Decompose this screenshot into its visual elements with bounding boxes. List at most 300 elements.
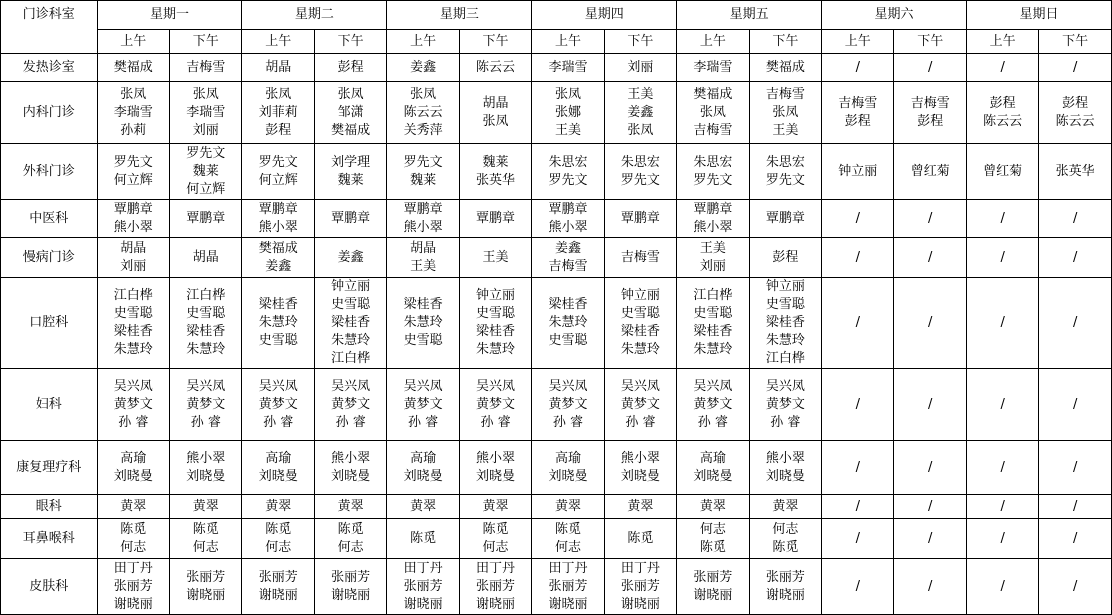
doctor-name: 彭程 <box>1062 95 1089 111</box>
doctor-name: / <box>1000 396 1005 412</box>
doctor-name: 朱慧玲 <box>186 342 226 357</box>
doctor-name: / <box>1000 498 1005 514</box>
doctor-name: 覃鹏章 <box>548 201 588 217</box>
doctor-name: 张丽芳 <box>620 578 660 594</box>
schedule-cell <box>170 278 242 369</box>
doctor-name: 孙 睿 <box>190 414 221 430</box>
doctor-name: / <box>1000 530 1005 546</box>
schedule-cell <box>242 278 314 369</box>
doctor-name: 钟立丽 <box>765 279 805 294</box>
doctor-name: 张英华 <box>1055 163 1095 179</box>
doctor-name: 罗先文 <box>186 145 226 161</box>
doctor-name: 吉梅雪 <box>548 258 588 274</box>
doctor-name: 孙 睿 <box>625 414 656 430</box>
doctor-name: 覃鹏章 <box>476 210 516 226</box>
day-header-wed: 星期三 <box>387 1 532 30</box>
doctor-name: 张丽芳 <box>765 569 805 585</box>
doctor-name: 刘晓曼 <box>186 468 226 484</box>
doctor-name: 梁桂香 <box>620 324 660 339</box>
dept-name: 眼科 <box>1 495 98 519</box>
schedule-cell <box>314 369 386 441</box>
doctor-name: 熊小翠 <box>765 450 805 466</box>
doctor-name: 胡晶 <box>192 249 219 265</box>
doctor-name: / <box>1072 210 1078 226</box>
doctor-name: 陈觅 <box>120 521 147 537</box>
period-header-am: 上午 <box>822 30 894 54</box>
schedule-cell <box>822 441 894 495</box>
doctor-name: 胡晶 <box>410 240 437 256</box>
schedule-cell <box>532 200 604 238</box>
doctor-name: 黄翠 <box>192 498 219 514</box>
doctor-name: 罗先文 <box>258 154 298 170</box>
doctor-name: 刘学理 <box>331 154 371 170</box>
schedule-cell <box>170 369 242 441</box>
doctor-name: 曾红菊 <box>910 163 950 179</box>
doctor-name: 吴兴凤 <box>765 378 805 394</box>
schedule-cell <box>242 54 314 82</box>
doctor-name: 钟立丽 <box>331 279 371 294</box>
doctor-name: 高瑜 <box>410 450 437 466</box>
day-header-sat: 星期六 <box>822 1 967 30</box>
doctor-name: 黄翠 <box>772 498 799 514</box>
doctor-name: 刘晓曼 <box>113 468 153 484</box>
doctor-name: 曾红菊 <box>983 163 1023 179</box>
doctor-name: / <box>928 498 933 514</box>
schedule-cell <box>387 441 459 495</box>
schedule-cell <box>387 238 459 278</box>
doctor-name: 史雪聪 <box>476 306 516 321</box>
dept-name: 妇科 <box>1 369 98 441</box>
doctor-name: 魏莱 <box>482 154 509 170</box>
schedule-cell <box>604 144 676 200</box>
doctor-name: / <box>855 59 860 75</box>
doctor-name: 孙莉 <box>120 122 147 138</box>
schedule-cell <box>170 519 242 559</box>
doctor-name: 吴兴凤 <box>331 378 371 394</box>
doctor-name: / <box>1072 459 1078 475</box>
schedule-cell <box>677 519 749 559</box>
schedule-cell <box>604 54 676 82</box>
doctor-name: 朱思宏 <box>765 154 805 170</box>
doctor-name: / <box>928 59 933 75</box>
schedule-cell <box>242 495 314 519</box>
doctor-name: / <box>855 530 860 546</box>
doctor-name: 江白桦 <box>331 351 371 366</box>
doctor-name: 张娜 <box>554 104 581 120</box>
table-row <box>1 54 1112 82</box>
schedule-cell <box>677 82 749 144</box>
doctor-name: 黄梦文 <box>403 396 443 412</box>
doctor-name: 刘晓曼 <box>476 468 516 484</box>
doctor-name: 谢晓丽 <box>476 596 516 612</box>
schedule-cell <box>677 238 749 278</box>
schedule-cell <box>966 278 1038 369</box>
schedule-cell <box>97 559 169 615</box>
doctor-name: 田丁丹 <box>620 560 660 576</box>
doctor-name: / <box>1000 59 1005 75</box>
doctor-name: 钟立丽 <box>620 288 660 303</box>
doctor-name: 田丁丹 <box>113 560 153 576</box>
doctor-name: 梁桂香 <box>548 297 588 312</box>
doctor-name: 刘晓曼 <box>765 468 805 484</box>
schedule-cell <box>966 144 1038 200</box>
schedule-cell <box>314 278 386 369</box>
schedule-cell <box>242 82 314 144</box>
doctor-name: 吴兴凤 <box>693 378 733 394</box>
doctor-name: 陈觅 <box>265 521 292 537</box>
schedule-cell <box>1039 82 1112 144</box>
doctor-name: 孙 睿 <box>480 414 511 430</box>
doctor-name: 樊福成 <box>331 122 371 138</box>
dept-name: 外科门诊 <box>1 144 98 200</box>
doctor-name: 刘晓曼 <box>693 468 733 484</box>
schedule-cell <box>966 559 1038 615</box>
doctor-name: 谢晓丽 <box>693 587 733 603</box>
doctor-name: / <box>1000 210 1005 226</box>
doctor-name: 朱慧玲 <box>693 342 733 357</box>
doctor-name: 梁桂香 <box>765 315 805 330</box>
schedule-cell <box>966 238 1038 278</box>
schedule-cell <box>822 559 894 615</box>
day-header-thu: 星期四 <box>532 1 677 30</box>
doctor-name: 何志 <box>120 539 147 555</box>
doctor-name: 吉梅雪 <box>620 249 660 265</box>
schedule-cell <box>97 54 169 82</box>
table-row <box>1 278 1112 369</box>
schedule-cell <box>604 369 676 441</box>
doctor-name: 史雪聪 <box>693 306 733 321</box>
doctor-name: 张凤 <box>554 86 581 102</box>
doctor-name: 史雪聪 <box>765 297 805 312</box>
schedule-cell <box>532 441 604 495</box>
schedule-cell <box>314 519 386 559</box>
schedule-cell <box>387 495 459 519</box>
doctor-name: 熊小翠 <box>620 450 660 466</box>
doctor-name: / <box>928 396 933 412</box>
table-row <box>1 144 1112 200</box>
doctor-name: / <box>855 459 860 475</box>
schedule-cell <box>314 559 386 615</box>
dept-name: 皮肤科 <box>1 559 98 615</box>
doctor-name: 刘丽 <box>120 258 147 274</box>
doctor-name: 何志 <box>482 539 509 555</box>
doctor-name: 罗先文 <box>403 154 443 170</box>
schedule-cell <box>314 200 386 238</box>
doctor-name: 史雪聪 <box>258 333 298 348</box>
doctor-name: 谢晓丽 <box>620 596 660 612</box>
doctor-name: 梁桂香 <box>113 324 153 339</box>
doctor-name: 魏莱 <box>410 172 437 188</box>
doctor-name: 谢晓丽 <box>258 587 298 603</box>
schedule-cell <box>677 54 749 82</box>
dept-name: 慢病门诊 <box>1 238 98 278</box>
doctor-name: 熊小翠 <box>331 450 371 466</box>
doctor-name: 钟立丽 <box>838 163 878 179</box>
doctor-name: 高瑜 <box>120 450 147 466</box>
day-header-fri: 星期五 <box>677 1 822 30</box>
schedule-cell <box>97 82 169 144</box>
doctor-name: 樊福成 <box>113 59 153 75</box>
schedule-cell <box>677 369 749 441</box>
schedule-cell <box>677 278 749 369</box>
period-header-am: 上午 <box>532 30 604 54</box>
schedule-cell <box>822 82 894 144</box>
schedule-cell <box>894 200 966 238</box>
doctor-name: 覃鹏章 <box>693 201 733 217</box>
period-header-pm: 下午 <box>170 30 242 54</box>
schedule-cell <box>532 519 604 559</box>
schedule-cell <box>314 54 386 82</box>
schedule-cell <box>387 559 459 615</box>
doctor-name: 田丁丹 <box>548 560 588 576</box>
schedule-cell <box>170 54 242 82</box>
schedule-cell <box>387 519 459 559</box>
doctor-name: 朱慧玲 <box>765 333 805 348</box>
period-header-pm: 下午 <box>459 30 531 54</box>
doctor-name: 张英华 <box>476 172 516 188</box>
schedule-cell <box>1039 369 1112 441</box>
schedule-cell <box>387 200 459 238</box>
doctor-name: 刘菲莉 <box>258 104 298 120</box>
doctor-name: 胡晶 <box>265 59 292 75</box>
period-header-am: 上午 <box>387 30 459 54</box>
schedule-cell <box>749 82 821 144</box>
doctor-name: 熊小翠 <box>403 219 443 235</box>
doctor-name: 刘晓曼 <box>258 468 298 484</box>
doctor-name: 黄梦文 <box>331 396 371 412</box>
doctor-name: 刘晓曼 <box>331 468 371 484</box>
doctor-name: 史雪聪 <box>620 306 660 321</box>
schedule-cell <box>532 369 604 441</box>
schedule-cell <box>604 238 676 278</box>
table-row <box>1 238 1112 278</box>
doctor-name: 黄翠 <box>337 498 364 514</box>
schedule-cell <box>242 238 314 278</box>
schedule-cell <box>894 495 966 519</box>
schedule-cell <box>894 441 966 495</box>
doctor-name: 张丽芳 <box>476 578 516 594</box>
dept-name: 发热诊室 <box>1 54 98 82</box>
period-header-am: 上午 <box>242 30 314 54</box>
doctor-name: 吉梅雪 <box>186 59 226 75</box>
doctor-name: 陈云云 <box>403 104 443 120</box>
schedule-cell <box>459 495 531 519</box>
doctor-name: 谢晓丽 <box>186 587 226 603</box>
doctor-name: 朱慧玲 <box>548 315 588 330</box>
doctor-name: 江白桦 <box>113 288 153 303</box>
schedule-cell <box>459 54 531 82</box>
doctor-name: 黄翠 <box>627 498 654 514</box>
doctor-name: 陈云云 <box>476 59 516 75</box>
doctor-name: 张凤 <box>337 86 364 102</box>
schedule-cell <box>387 369 459 441</box>
doctor-name: 黄翠 <box>699 498 726 514</box>
period-header-pm: 下午 <box>894 30 966 54</box>
doctor-name: / <box>1000 249 1005 265</box>
doctor-name: 陈觅 <box>337 521 364 537</box>
doctor-name: 何志 <box>192 539 219 555</box>
doctor-name: 谢晓丽 <box>113 596 153 612</box>
doctor-name: 孙 睿 <box>263 414 294 430</box>
period-header-pm: 下午 <box>604 30 676 54</box>
schedule-cell <box>97 278 169 369</box>
schedule-cell <box>459 441 531 495</box>
schedule-cell <box>749 144 821 200</box>
period-header-pm: 下午 <box>314 30 386 54</box>
doctor-name: 覃鹏章 <box>620 210 660 226</box>
doctor-name: 梁桂香 <box>476 324 516 339</box>
schedule-cell <box>1039 200 1112 238</box>
doctor-name: 黄梦文 <box>258 396 298 412</box>
schedule-cell <box>822 278 894 369</box>
schedule-cell <box>822 144 894 200</box>
doctor-name: 高瑜 <box>265 450 292 466</box>
schedule-cell <box>97 369 169 441</box>
schedule-cell <box>1039 144 1112 200</box>
doctor-name: / <box>855 210 860 226</box>
day-header-tue: 星期二 <box>242 1 387 30</box>
doctor-name: / <box>928 210 933 226</box>
doctor-name: 张凤 <box>120 86 147 102</box>
doctor-name: / <box>928 315 933 330</box>
doctor-name: 罗先文 <box>620 172 660 188</box>
doctor-name: 朱思宏 <box>548 154 588 170</box>
schedule-cell <box>170 495 242 519</box>
schedule-cell <box>966 82 1038 144</box>
doctor-name: 魏莱 <box>192 163 219 179</box>
doctor-name: 黄梦文 <box>620 396 660 412</box>
schedule-cell <box>387 278 459 369</box>
schedule-cell <box>459 559 531 615</box>
doctor-name: 江白桦 <box>765 351 805 366</box>
doctor-name: 张凤 <box>772 104 799 120</box>
doctor-name: 高瑜 <box>699 450 726 466</box>
schedule-cell <box>966 441 1038 495</box>
schedule-cell <box>532 144 604 200</box>
doctor-name: 刘晓曼 <box>403 468 443 484</box>
doctor-name: 樊福成 <box>258 240 298 256</box>
doctor-name: 梁桂香 <box>693 324 733 339</box>
schedule-cell <box>677 495 749 519</box>
table-row <box>1 200 1112 238</box>
schedule-cell <box>894 559 966 615</box>
doctor-name: 吴兴凤 <box>403 378 443 394</box>
doctor-name: 姜鑫 <box>554 240 581 256</box>
schedule-cell <box>314 441 386 495</box>
doctor-name: 彭程 <box>989 95 1016 111</box>
schedule-cell <box>170 200 242 238</box>
doctor-name: 覃鹏章 <box>258 201 298 217</box>
doctor-name: 刘丽 <box>192 122 219 138</box>
schedule-cell <box>532 82 604 144</box>
doctor-name: 张丽芳 <box>258 569 298 585</box>
doctor-name: 张凤 <box>482 113 509 129</box>
schedule-cell <box>749 519 821 559</box>
doctor-name: 李瑞雪 <box>693 59 733 75</box>
dept-name: 内科门诊 <box>1 82 98 144</box>
schedule-cell <box>749 369 821 441</box>
schedule-cell <box>604 495 676 519</box>
doctor-name: / <box>855 315 860 330</box>
schedule-cell <box>1039 54 1112 82</box>
doctor-name: 朱思宏 <box>620 154 660 170</box>
doctor-name: 梁桂香 <box>186 324 226 339</box>
doctor-name: 姜鑫 <box>337 249 364 265</box>
doctor-name: 覃鹏章 <box>186 210 226 226</box>
doctor-name: 樊福成 <box>693 86 733 102</box>
doctor-name: 刘丽 <box>699 258 726 274</box>
doctor-name: 谢晓丽 <box>765 587 805 603</box>
schedule-cell <box>894 144 966 200</box>
doctor-name: 吉梅雪 <box>693 122 733 138</box>
doctor-name: 张凤 <box>410 86 437 102</box>
doctor-name: 孙 睿 <box>770 414 801 430</box>
schedule-cell <box>894 519 966 559</box>
schedule-cell <box>459 82 531 144</box>
doctor-name: / <box>855 498 860 514</box>
doctor-name: 何志 <box>772 521 799 537</box>
schedule-cell <box>966 200 1038 238</box>
doctor-name: 覃鹏章 <box>765 210 805 226</box>
schedule-cell <box>170 441 242 495</box>
doctor-name: 姜鑫 <box>265 258 292 274</box>
doctor-name: 高瑜 <box>554 450 581 466</box>
doctor-name: 谢晓丽 <box>548 596 588 612</box>
doctor-name: 钟立丽 <box>476 288 516 303</box>
schedule-cell <box>894 278 966 369</box>
doctor-name: 陈觅 <box>699 539 726 555</box>
schedule-cell <box>1039 559 1112 615</box>
schedule-cell <box>894 369 966 441</box>
schedule-cell <box>532 278 604 369</box>
schedule-cell <box>604 200 676 238</box>
schedule-cell <box>459 238 531 278</box>
schedule-cell <box>459 278 531 369</box>
doctor-name: 谢晓丽 <box>403 596 443 612</box>
doctor-name: 梁桂香 <box>331 315 371 330</box>
schedule-cell <box>242 519 314 559</box>
schedule-cell <box>677 559 749 615</box>
doctor-name: 覃鹏章 <box>403 201 443 217</box>
doctor-name: 吉梅雪 <box>910 95 950 111</box>
dept-name: 耳鼻喉科 <box>1 519 98 559</box>
schedule-cell <box>97 495 169 519</box>
doctor-name: 孙 睿 <box>118 414 149 430</box>
doctor-name: 江白桦 <box>186 288 226 303</box>
schedule-cell <box>604 278 676 369</box>
doctor-name: 胡晶 <box>482 95 509 111</box>
doctor-name: 史雪聪 <box>548 333 588 348</box>
doctor-name: 田丁丹 <box>476 560 516 576</box>
doctor-name: 彭程 <box>844 113 871 129</box>
doctor-name: 朱慧玲 <box>113 342 153 357</box>
period-header-am: 上午 <box>966 30 1038 54</box>
doctor-name: 吉梅雪 <box>765 86 805 102</box>
period-header-am: 上午 <box>677 30 749 54</box>
doctor-name: 陈觅 <box>482 521 509 537</box>
period-header-pm: 下午 <box>749 30 821 54</box>
doctor-name: 李瑞雪 <box>113 104 153 120</box>
doctor-name: 刘晓曼 <box>620 468 660 484</box>
doctor-name: 朱慧玲 <box>403 315 443 330</box>
day-header-sun: 星期日 <box>966 1 1111 30</box>
doctor-name: 张丽芳 <box>693 569 733 585</box>
doctor-name: 熊小翠 <box>548 219 588 235</box>
doctor-name: 张凤 <box>699 104 726 120</box>
schedule-cell <box>677 441 749 495</box>
schedule-cell <box>242 144 314 200</box>
doctor-name: 吴兴凤 <box>113 378 153 394</box>
